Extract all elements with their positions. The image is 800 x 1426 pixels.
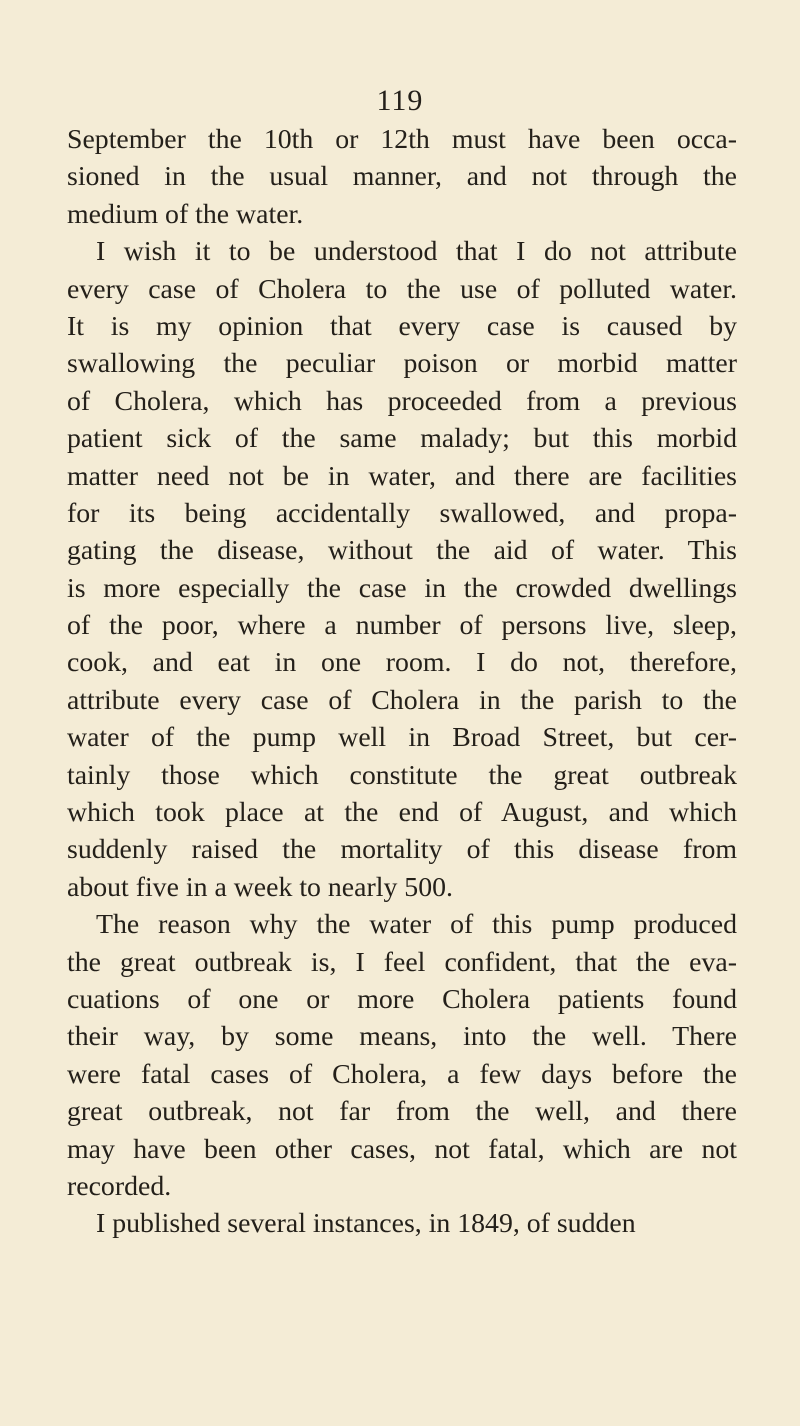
text-line: medium of the water.: [67, 198, 304, 230]
text-line: sioned in the usual manner, and not through the: [67, 161, 737, 193]
text-line: recorded.: [67, 1170, 172, 1202]
text-line: may have been other cases, not fatal, which are not: [67, 1133, 737, 1165]
text-line: which took place at the end of August, and which: [67, 797, 737, 829]
text-line: great outbreak, not far from the well, and there: [67, 1096, 737, 1128]
text-line: cook, and eat in one room. I do not, therefore,: [67, 647, 737, 679]
text-line: tainly those which constitute the great outbreak: [67, 759, 737, 791]
text-line: I published several instances, in 1849, of sudden: [96, 1208, 636, 1240]
text-line: of the poor, where a number of persons live, sleep,: [67, 610, 737, 642]
text-line: about five in a week to nearly 500.: [67, 871, 453, 903]
text-line: every case of Cholera to the use of polluted water.: [67, 273, 737, 305]
text-line: were fatal cases of Cholera, a few days before the: [67, 1058, 737, 1090]
text-line: for its being accidentally swallowed, and propa-: [67, 497, 737, 529]
body-text: [67, 121, 737, 1243]
text-line: patient sick of the same malady; but this morbid: [67, 423, 737, 455]
text-line: their way, by some means, into the well. There: [67, 1021, 737, 1053]
text-line: I wish it to be understood that I do not attribute: [96, 236, 737, 268]
text-line: The reason why the water of this pump produced: [96, 909, 737, 941]
text-line: gating the disease, without the aid of water. This: [67, 535, 737, 567]
text-line: the great outbreak is, I feel confident, that the eva-: [67, 946, 737, 978]
text-line: cuations of one or more Cholera patients found: [67, 983, 737, 1015]
text-line: of Cholera, which has proceeded from a previous: [67, 385, 737, 417]
text-line: September the 10th or 12th must have been occa-: [67, 124, 737, 155]
page-number: 119: [376, 84, 424, 117]
text-line: matter need not be in water, and there are facilities: [67, 460, 737, 492]
text-line: suddenly raised the mortality of this disease from: [67, 834, 737, 866]
text-line: water of the pump well in Broad Street, but cer-: [67, 722, 737, 754]
text-line: attribute every case of Cholera in the parish to the: [67, 684, 737, 716]
text-line: is more especially the case in the crowded dwellings: [67, 572, 737, 604]
text-line: swallowing the peculiar poison or morbid matter: [67, 348, 737, 380]
text-line: It is my opinion that every case is caused by: [67, 310, 737, 342]
